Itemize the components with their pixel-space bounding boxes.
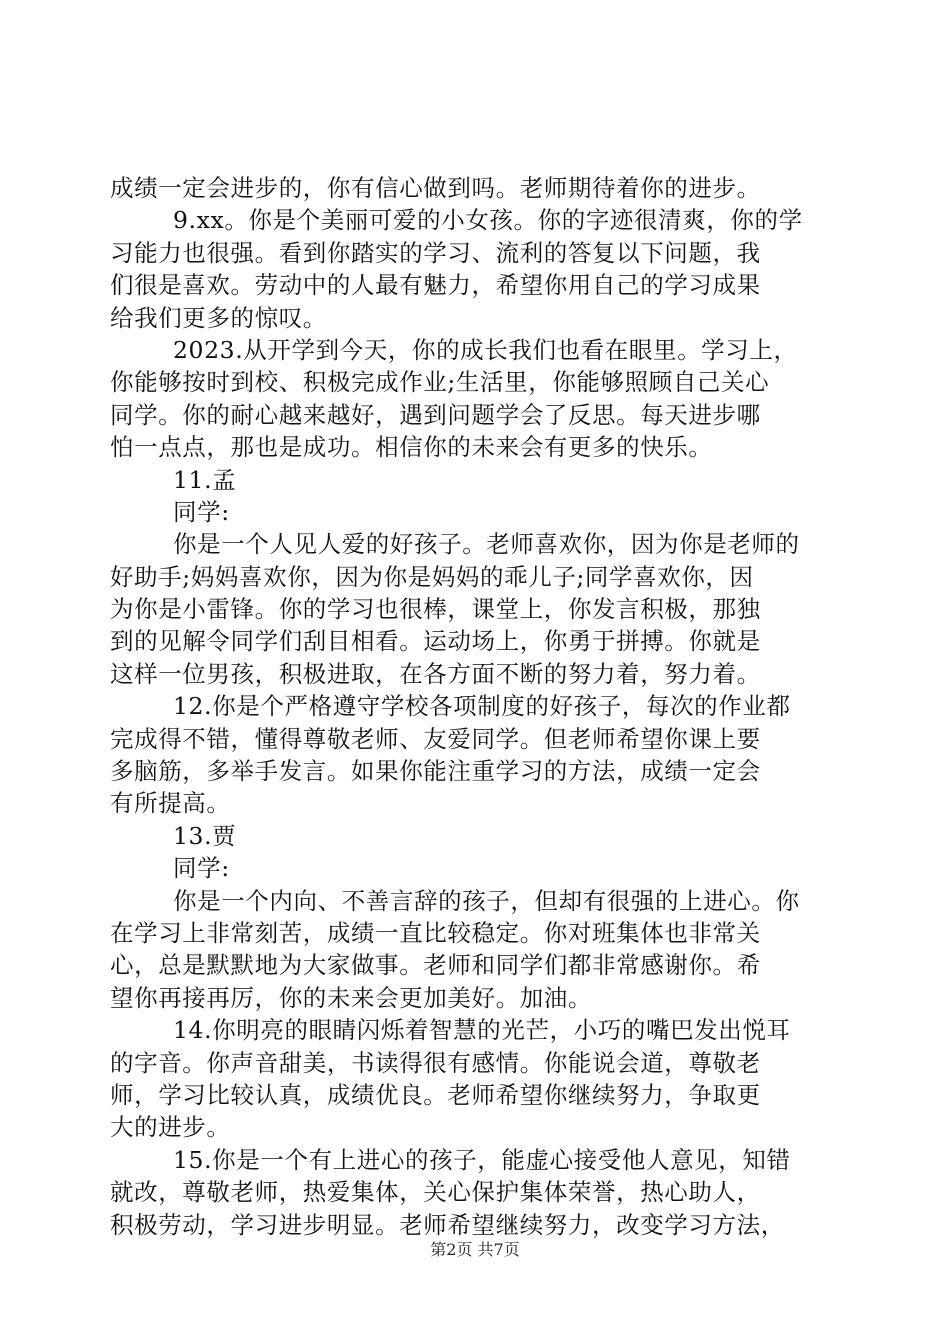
text-line: 到的见解令同学们刮目相看。运动场上，你勇于拼搏。你就是 xyxy=(110,627,761,656)
text-line: 9.xx。你是个美丽可爱的小女孩。你的字迹很清爽，你的学 xyxy=(173,206,803,235)
text-line: 15.你是一个有上进心的孩子，能虚心接受他人意见，知错 xyxy=(173,1145,791,1174)
text-line: 就改，尊敬老师，热爱集体，关心保护集体荣誉，热心助人， xyxy=(110,1178,761,1207)
document-body xyxy=(110,172,840,1241)
text-line: 2023.从开学到今天，你的成长我们也看在眼里。学习上， xyxy=(173,335,798,364)
text-line: 同学: xyxy=(173,497,230,526)
text-line: 习能力也很强。看到你踏实的学习、流利的答复以下问题，我 xyxy=(110,238,761,267)
text-line: 这样一位男孩，积极进取，在各方面不断的努力着，努力着。 xyxy=(110,659,761,688)
text-line: 为你是小雷锋。你的学习也很棒，课堂上，你发言积极，那独 xyxy=(110,595,761,624)
text-line: 们很是喜欢。劳动中的人最有魅力，希望你用自己的学习成果 xyxy=(110,271,761,300)
text-line: 好助手;妈妈喜欢你，因为你是妈妈的乖儿子;同学喜欢你，因 xyxy=(110,562,754,591)
text-line: 成绩一定会进步的，你有信心做到吗。老师期待着你的进步。 xyxy=(110,174,761,202)
text-line: 你是一个人见人爱的好孩子。老师喜欢你，因为你是老师的 xyxy=(173,530,800,559)
text-line: 有所提高。 xyxy=(110,789,231,818)
text-line: 怕一点点，那也是成功。相信你的未来会有更多的快乐。 xyxy=(110,433,713,462)
text-line: 同学。你的耐心越来越好，遇到问题学会了反思。每天进步哪 xyxy=(110,400,761,429)
text-line: 大的进步。 xyxy=(110,1113,231,1142)
page-number-label: 第2页 共7页 xyxy=(430,1240,520,1259)
text-line: 完成得不错，懂得尊敬老师、友爱同学。但老师希望你课上要 xyxy=(110,724,761,753)
text-line: 13.贾 xyxy=(173,821,237,850)
text-line: 你是一个内向、不善言辞的孩子，但却有很强的上进心。你 xyxy=(173,886,800,915)
text-line: 积极劳动，学习进步明显。老师希望继续努力，改变学习方法， xyxy=(110,1210,785,1239)
text-line: 给我们更多的惊叹。 xyxy=(110,303,327,332)
text-line: 12.你是个严格遵守学校各项制度的好孩子，每次的作业都 xyxy=(173,692,791,721)
text-line: 师，学习比较认真，成绩优良。老师希望你继续努力，争取更 xyxy=(110,1080,761,1109)
page-footer xyxy=(0,1240,950,1260)
text-line: 同学: xyxy=(173,854,230,883)
text-line: 11.孟 xyxy=(173,465,237,494)
text-line: 多脑筋，多举手发言。如果你能注重学习的方法，成绩一定会 xyxy=(110,757,761,786)
text-line: 心，总是默默地为大家做事。老师和同学们都非常感谢你。希 xyxy=(110,951,761,980)
text-line: 在学习上非常刻苦，成绩一直比较稳定。你对班集体也非常关 xyxy=(110,918,761,947)
text-line: 14.你明亮的眼睛闪烁着智慧的光芒，小巧的嘴巴发出悦耳 xyxy=(173,1016,791,1045)
text-line: 望你再接再厉，你的未来会更加美好。加油。 xyxy=(110,983,592,1012)
text-line: 你能够按时到校、积极完成作业;生活里，你能够照顾自己关心 xyxy=(110,368,770,397)
text-line: 的字音。你声音甜美，书读得很有感情。你能说会道，尊敬老 xyxy=(110,1048,761,1077)
